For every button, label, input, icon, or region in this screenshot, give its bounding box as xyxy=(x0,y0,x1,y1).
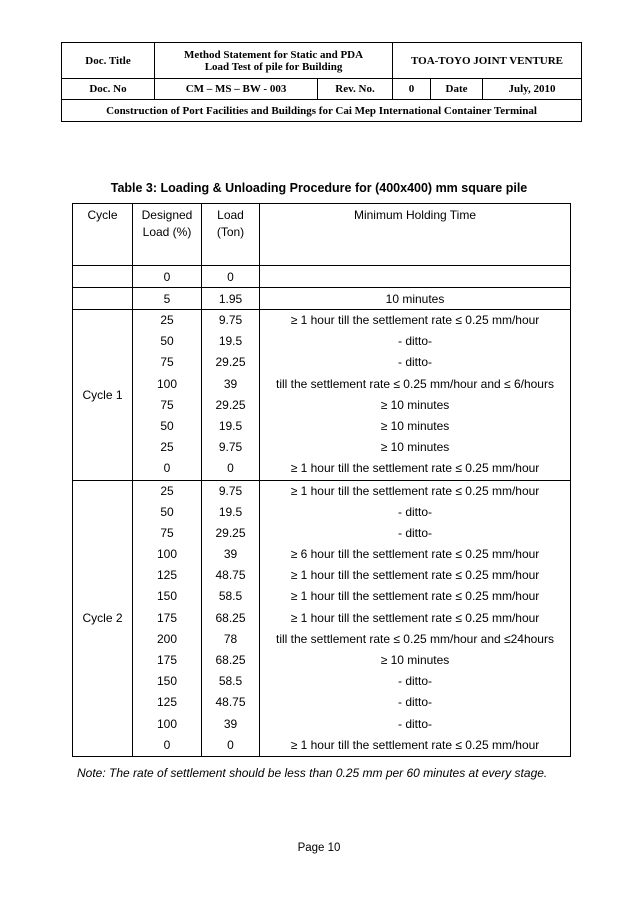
cell-line: ≥ 1 hour till the settlement rate ≤ 0.25 mm/hour xyxy=(290,737,540,752)
cell-line: 39 xyxy=(223,716,238,731)
doc-title-label: Doc. Title xyxy=(62,43,155,79)
cell-line: 39 xyxy=(223,547,238,562)
cell-line: 29.25 xyxy=(215,397,246,412)
cell-line: 0 xyxy=(227,737,234,752)
cell-line: ≥ 1 hour till the settlement rate ≤ 0.25 mm/hour xyxy=(290,610,540,625)
pct-cell: 5 xyxy=(133,288,202,310)
rev-value: 0 xyxy=(393,79,431,100)
cell-line: ≥ 6 hour till the settlement rate ≤ 0.25 mm/hour xyxy=(290,547,540,562)
cell-line: 25 xyxy=(160,440,174,455)
cycle2-label: Cycle 2 xyxy=(73,480,133,756)
cycle2-pct xyxy=(133,480,202,756)
cell-line: ≥ 1 hour till the settlement rate ≤ 0.25 mm/hour xyxy=(290,461,540,476)
cell-line: ≥ 1 hour till the settlement rate ≤ 0.25 mm/hour xyxy=(290,313,540,327)
time-cell xyxy=(260,266,571,288)
cycle1-label: Cycle 1 xyxy=(73,310,133,481)
col-load-line2: (Ton) xyxy=(216,225,245,239)
cycle2-time xyxy=(260,480,571,756)
cell-line: 0 xyxy=(163,737,171,752)
cell-line: - ditto- xyxy=(397,674,432,689)
cell-line: 0 xyxy=(227,461,234,476)
col-holding: Minimum Holding Time xyxy=(260,204,571,266)
cycle2-block xyxy=(73,480,571,756)
cell-line: 100 xyxy=(156,716,178,731)
cycle1-ton xyxy=(202,310,260,481)
project-name: Construction of Port Facilities and Buildings for Cai Mep International Container Terminal xyxy=(62,100,582,122)
cell-line: ≥ 1 hour till the settlement rate ≤ 0.25 mm/hour xyxy=(290,568,540,583)
ton-cell: 0 xyxy=(202,266,260,288)
cell-line: 9.75 xyxy=(218,483,243,498)
cell-line: - ditto- xyxy=(397,716,432,731)
col-designed xyxy=(133,204,202,266)
cell-line: till the settlement rate ≤ 0.25 mm/hour and ≤24hours xyxy=(276,631,554,646)
cell-line: 175 xyxy=(156,653,178,667)
table-header-row xyxy=(73,204,571,266)
cycle-cell xyxy=(73,266,133,288)
cycle1-pct xyxy=(133,310,202,481)
time-cell: 10 minutes xyxy=(260,288,571,310)
cell-line: ≥ 10 minutes xyxy=(380,653,450,667)
cell-line: - ditto- xyxy=(397,504,432,519)
cell-line: - ditto- xyxy=(397,695,432,710)
date-label: Date xyxy=(431,79,483,100)
cell-line: 9.75 xyxy=(218,313,243,327)
cell-line: 100 xyxy=(156,547,178,562)
page-number: Page 10 xyxy=(297,842,341,854)
cell-line: 75 xyxy=(160,355,174,370)
cell-line: 150 xyxy=(156,674,178,689)
cell-line: 29.25 xyxy=(215,355,246,370)
cycle-cell xyxy=(73,288,133,310)
col-cycle: Cycle xyxy=(73,204,133,266)
cell-line: 9.75 xyxy=(218,440,243,455)
cell-line: 19.5 xyxy=(218,504,243,519)
cell-line: 78 xyxy=(223,631,238,646)
cell-line: 200 xyxy=(156,631,178,646)
cell-line: ≥ 10 minutes xyxy=(380,440,450,455)
cell-line: 19.5 xyxy=(218,418,243,433)
cycle1-block xyxy=(73,310,571,481)
cell-line: - ditto- xyxy=(397,525,432,540)
col-load xyxy=(202,204,260,266)
col-load-line1: Load xyxy=(217,208,244,222)
cell-line: 125 xyxy=(156,695,178,710)
cell-line: 75 xyxy=(160,397,174,412)
cell-line: 75 xyxy=(160,525,174,540)
table-title: Table 3: Loading & Unloading Procedure for (400x400) mm square pile xyxy=(110,181,528,195)
cycle2-ton xyxy=(202,480,260,756)
cell-line: 48.75 xyxy=(215,695,246,710)
cell-line: 50 xyxy=(160,504,174,519)
cycle1-time xyxy=(260,310,571,481)
cell-line: 175 xyxy=(156,610,178,625)
cell-line: ≥ 10 minutes xyxy=(380,418,450,433)
cell-line: ≥ 1 hour till the settlement rate ≤ 0.25 mm/hour xyxy=(290,483,540,498)
cell-line: 50 xyxy=(160,334,174,349)
doc-title xyxy=(155,43,393,79)
cell-line: 25 xyxy=(160,483,174,498)
cell-line: 58.5 xyxy=(218,674,243,689)
cell-line: - ditto- xyxy=(397,355,432,370)
cell-line: 0 xyxy=(163,461,171,476)
col-designed-line2: Load (%) xyxy=(142,225,192,239)
cell-line: 29.25 xyxy=(215,525,246,540)
cell-line: 58.5 xyxy=(218,589,243,604)
cell-line: - ditto- xyxy=(397,334,432,349)
table-row xyxy=(73,266,571,288)
loading-table xyxy=(72,203,571,757)
cell-line: 50 xyxy=(160,418,174,433)
doc-no: CM – MS – BW - 003 xyxy=(155,79,318,100)
cell-line: ≥ 10 minutes xyxy=(380,397,450,412)
cell-line: 68.25 xyxy=(215,610,246,625)
company-name: TOA-TOYO JOINT VENTURE xyxy=(393,43,582,79)
col-designed-line1: Designed xyxy=(141,208,193,222)
doc-title-line1: Method Statement for Static and PDA xyxy=(183,48,364,61)
cell-line: 100 xyxy=(156,376,178,391)
cell-line: 25 xyxy=(160,313,174,327)
doc-title-line2: Load Test of pile for Building xyxy=(204,60,343,73)
cell-line: 125 xyxy=(156,568,178,583)
document-header xyxy=(61,42,582,122)
doc-no-label: Doc. No xyxy=(62,79,155,100)
cell-line: 39 xyxy=(223,376,238,391)
pct-cell: 0 xyxy=(133,266,202,288)
rev-label: Rev. No. xyxy=(318,79,393,100)
date-value: July, 2010 xyxy=(483,79,582,100)
cell-line: 48.75 xyxy=(215,568,246,583)
cell-line: ≥ 1 hour till the settlement rate ≤ 0.25 mm/hour xyxy=(290,589,540,604)
cell-line: 19.5 xyxy=(218,334,243,349)
table-row xyxy=(73,288,571,310)
cell-line: 68.25 xyxy=(215,653,246,667)
ton-cell: 1.95 xyxy=(202,288,260,310)
cell-line: 150 xyxy=(156,589,178,604)
cell-line: till the settlement rate ≤ 0.25 mm/hour and ≤ 6/hours xyxy=(276,376,554,391)
table-note: Note: The rate of settlement should be less than 0.25 mm per 60 minutes at every stage. xyxy=(77,766,548,780)
